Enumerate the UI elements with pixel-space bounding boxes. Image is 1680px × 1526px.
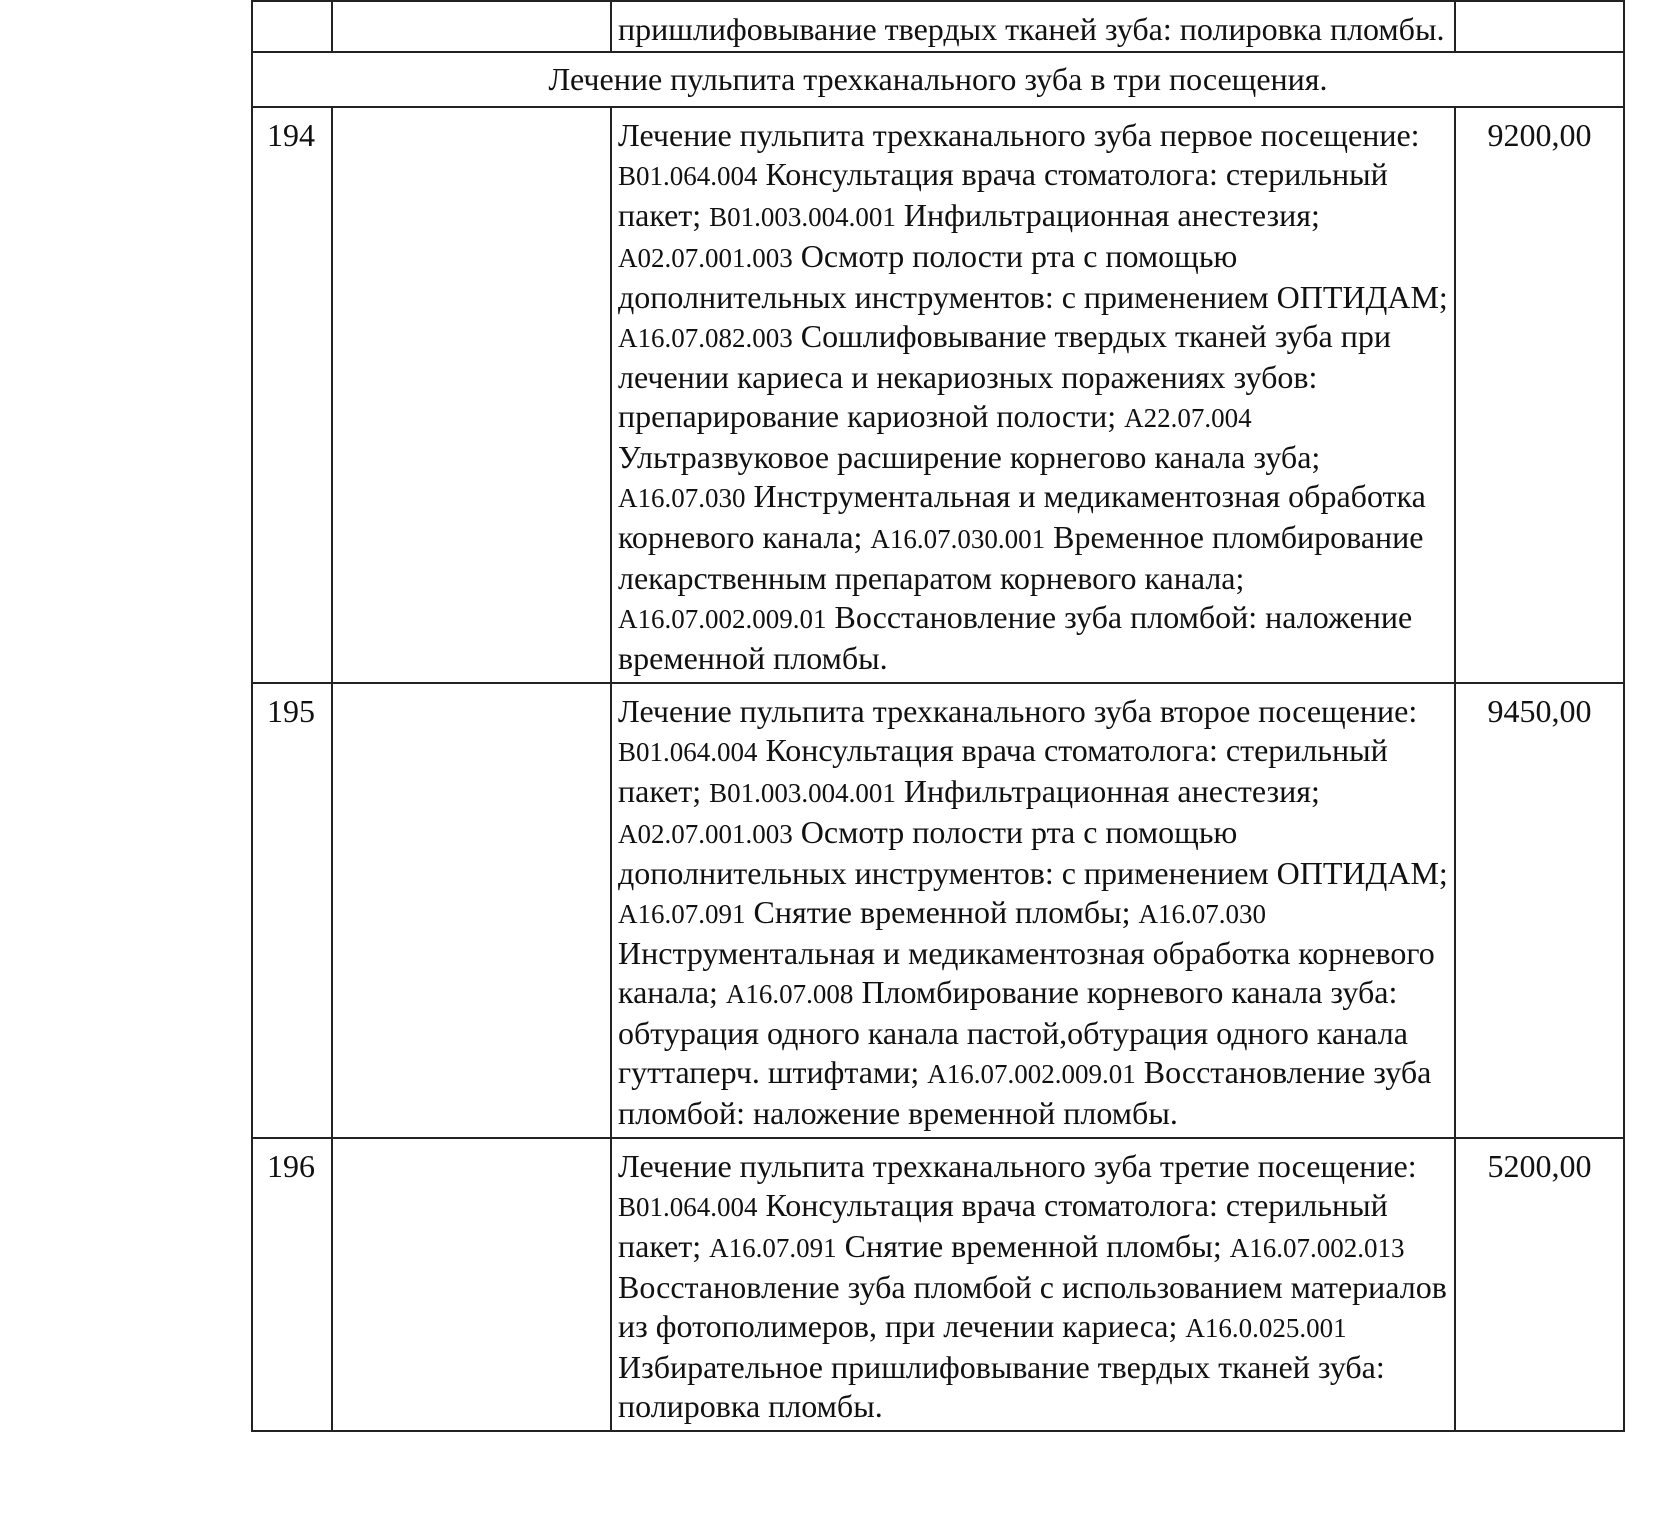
service-code: A16.07.082.003: [618, 323, 793, 353]
service-text: Восстановление зуба пломбой с использованием материалов из фотополимеров, при лечении кариеса;: [618, 1269, 1447, 1344]
service-code: A16.07.030: [1138, 899, 1267, 929]
service-code: A16.07.008: [725, 979, 854, 1009]
service-code: B01.064.004: [618, 1192, 758, 1222]
service-code: A16.07.030: [618, 483, 746, 513]
service-text: Ультразвуковое расширение корнегово канала зуба;: [618, 439, 1321, 475]
service-code: B01.003.004.001: [709, 202, 896, 232]
table-row: [252, 107, 1624, 683]
service-code: A02.07.001.003: [618, 243, 793, 273]
table-row-continuation: [252, 1, 1624, 52]
service-code: A16.07.002.009.01: [618, 604, 827, 634]
row-description: [611, 1138, 1455, 1431]
row-description: [611, 683, 1455, 1138]
service-text: Инструментальная и медикаментозная обработка корневого канала;: [618, 935, 1435, 1010]
table-row: [252, 1138, 1624, 1431]
service-text: Осмотр полости рта с помощью дополнительных инструментов: с применением ОПТИДАМ;: [618, 814, 1448, 891]
row-description: [611, 107, 1455, 683]
service-text: Лечение пульпита трехканального зуба третие посещение:: [618, 1148, 1417, 1184]
service-text: Лечение пульпита трехканального зуба второе посещение:: [618, 693, 1418, 729]
service-text: Восстановление зуба пломбой: наложение временной пломбы.: [618, 1054, 1432, 1131]
cell-num-empty: [252, 1, 332, 52]
cell-price-empty: [1455, 1, 1624, 52]
service-text: Консультация врача стоматолога: стерильный пакет;: [618, 1187, 1388, 1264]
price-list-table: [251, 0, 1625, 1432]
row-code: [332, 1138, 611, 1431]
service-text: Временное пломбирование лекарственным препаратом корневого канала;: [618, 519, 1424, 596]
service-text: Осмотр полости рта с помощью дополнительных инструментов: с применением ОПТИДАМ;: [618, 238, 1448, 315]
service-text: Избирательное пришлифовывание твердых тканей зуба: полировка пломбы.: [618, 1349, 1385, 1424]
service-code: B01.064.004: [618, 161, 758, 191]
row-code: [332, 683, 611, 1138]
service-text: Снятие временной пломбы;: [836, 1228, 1230, 1264]
service-code: B01.003.004.001: [709, 778, 896, 808]
service-text: Сошлифовывание твердых тканей зуба при лечении кариеса и некариозных поражениях зубов: препарирование кариозной полости;: [618, 318, 1391, 434]
table-body: [252, 1, 1624, 1431]
table-row: [252, 683, 1624, 1138]
service-code: A22.07.004: [1124, 403, 1252, 433]
service-code: A16.07.002.009.01: [927, 1059, 1136, 1089]
row-code: [332, 107, 611, 683]
service-text: Восстановление зуба пломбой: наложение временной пломбы.: [618, 599, 1413, 676]
service-text: Пломбирование корневого канала зуба: обтурация одного канала пастой,обтурация одного канала гуттаперч. штифтами;: [618, 974, 1408, 1090]
service-code: A16.07.002.013: [1229, 1233, 1405, 1263]
cell-code-empty: [332, 1, 611, 52]
row-price: 5200,00: [1455, 1138, 1624, 1431]
row-price: 9200,00: [1455, 107, 1624, 683]
cell-desc-continuation: пришлифовывание твердых тканей зуба: полировка пломбы.: [611, 1, 1455, 52]
service-code: A16.0.025.001: [1185, 1313, 1347, 1343]
row-number: 194: [252, 107, 332, 683]
service-text: Снятие временной пломбы;: [745, 894, 1139, 930]
service-code: A16.07.091: [618, 899, 746, 929]
service-text: Лечение пульпита трехканального зуба первое посещение:: [618, 117, 1420, 153]
service-text: Инфильтрационная анестезия;: [895, 197, 1320, 233]
service-code: A16.07.030.001: [870, 524, 1046, 554]
section-header-row: [252, 52, 1624, 107]
row-price: 9450,00: [1455, 683, 1624, 1138]
service-text: Консультация врача стоматолога: стерильный пакет;: [618, 156, 1388, 233]
service-text: Инструментальная и медикаментозная обработка корневого канала;: [618, 478, 1426, 555]
row-number: 196: [252, 1138, 332, 1431]
service-text: Консультация врача стоматолога: стерильный пакет;: [618, 732, 1388, 809]
section-title: Лечение пульпита трехканального зуба в три посещения.: [252, 52, 1624, 107]
service-code: A02.07.001.003: [618, 819, 793, 849]
row-number: 195: [252, 683, 332, 1138]
service-code: A16.07.091: [709, 1233, 837, 1263]
service-text: Инфильтрационная анестезия;: [895, 773, 1320, 809]
service-code: B01.064.004: [618, 737, 758, 767]
